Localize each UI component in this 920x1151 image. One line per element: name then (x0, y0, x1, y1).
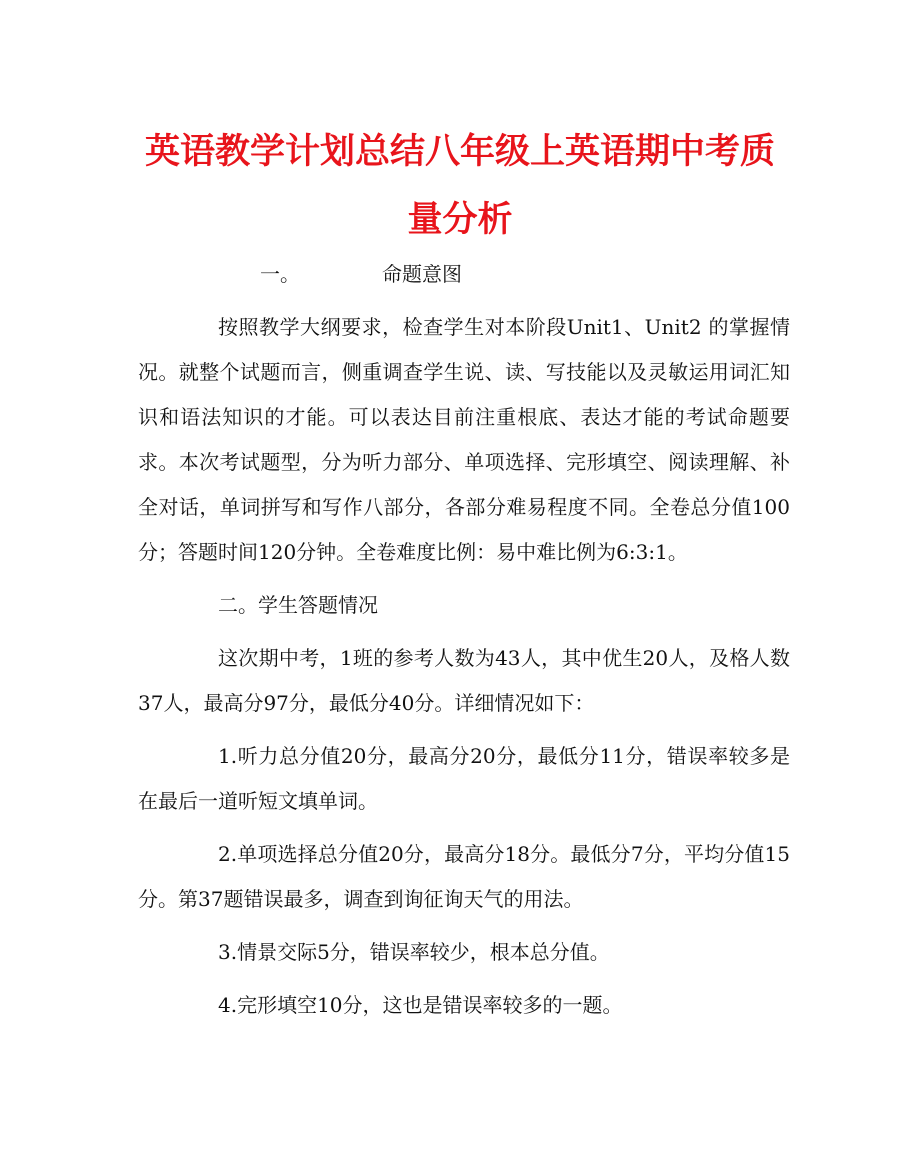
section1-title: 命题意图 (382, 262, 462, 286)
title-line-1: 英语教学计划总结八年级上英语期中考质 (144, 132, 775, 172)
section1-heading (138, 252, 790, 297)
document-title (130, 118, 790, 254)
section2-item: 2.单项选择总分值20分，最高分18分。最低分7分，平均分值15分。第37题错误最多，调查到询征询天气的用法。 (138, 842, 790, 911)
section2-item: 3.情景交际5分，错误率较少，根本总分值。 (218, 940, 610, 964)
section2-item: 1.听力总分值20分，最高分20分，最低分11分，错误率较多是在最后一道听短文填单词。 (138, 744, 790, 813)
section2-intro: 这次期中考，1班的参考人数为43人，其中优生20人，及格人数37人，最高分97分，最低分40分。详细情况如下： (138, 646, 790, 715)
document-body (138, 252, 790, 1036)
section2-item: 4.完形填空10分，这也是错误率较多的一题。 (218, 993, 623, 1017)
section1-number: 一。 (260, 262, 300, 286)
section1-paragraph: 按照教学大纲要求，检查学生对本阶段Unit1、Unit2 的掌握情况。就整个试题而言，侧重调查学生说、读、写技能以及灵敏运用词汇知识和语法知识的才能。可以表达目前注重根底、表达才能的考试命题要求。本次考试题型，分为听力部分、单项选择、完形填空、阅读理解、补全对话，单词拼写和写作八部分，各部分难易程度不同。全卷总分值100分；答题时间120分钟。全卷难度比例：易中难比例为6:3:1。 (138, 315, 790, 564)
title-line-2: 量分析 (407, 200, 513, 240)
section2-heading: 二。学生答题情况 (218, 593, 378, 617)
